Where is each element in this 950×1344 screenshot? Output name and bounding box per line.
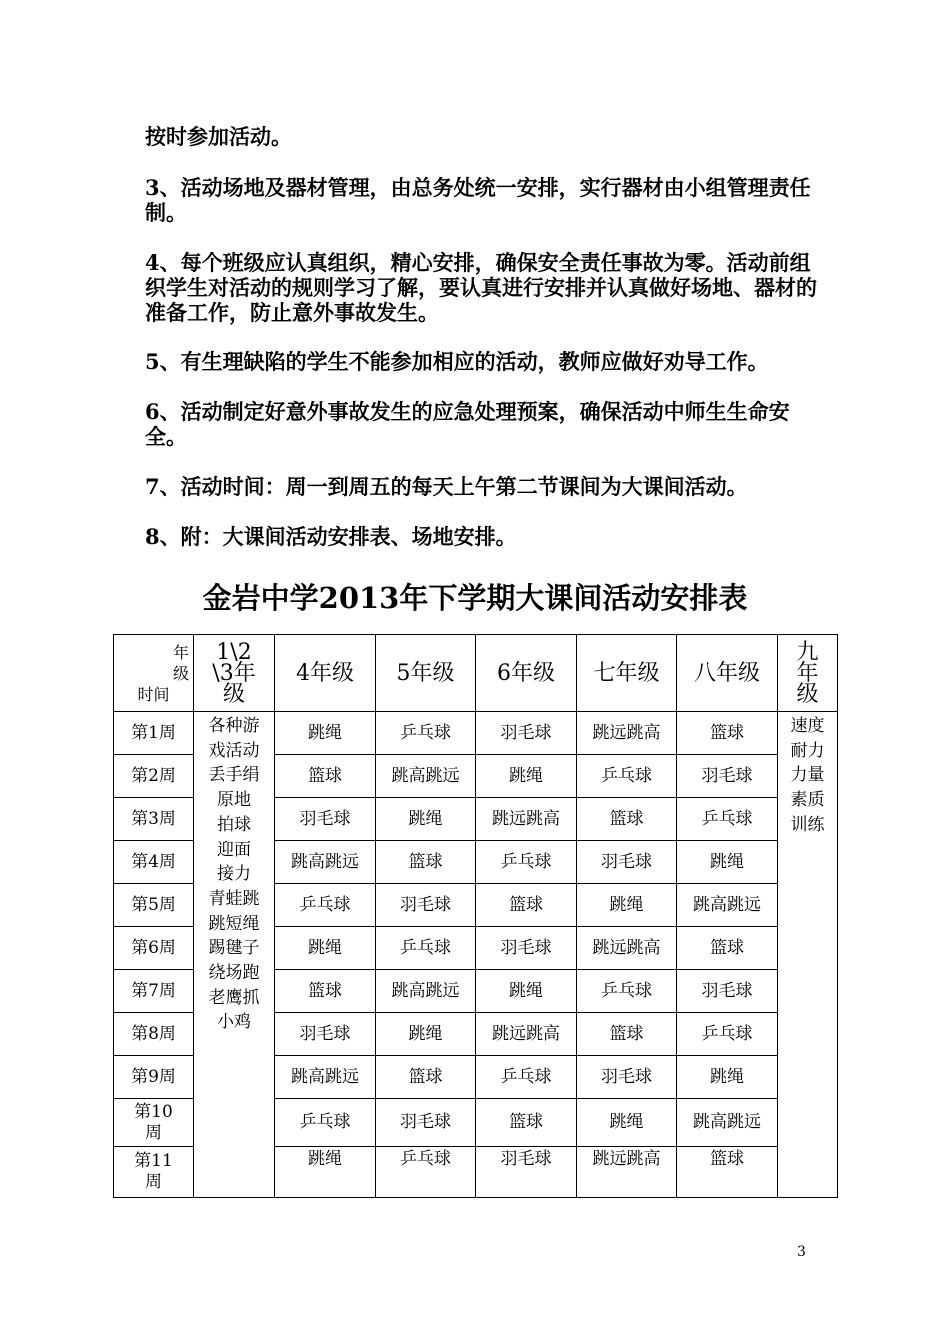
corner-cell <box>114 635 194 712</box>
paragraph-3: 3、活动场地及器材管理，由总务处统一安排，实行器材由小组管理责任制。 <box>145 175 811 225</box>
activity-cell: 羽毛球 <box>275 798 376 841</box>
activity-cell: 乒乓球 <box>376 927 476 970</box>
table-title: 金岩中学2013年下学期大课间活动安排表 <box>202 581 748 615</box>
activity-cell: 乒乓球 <box>476 841 577 884</box>
week-cell: 第11周 <box>114 1147 194 1198</box>
activity-cell: 跳高跳远 <box>677 884 778 927</box>
grade-1-3-activity-line: 老鹰抓 <box>208 987 260 1008</box>
activity-cell: 篮球 <box>577 1013 677 1056</box>
activity-cell: 篮球 <box>677 712 778 755</box>
activity-cell: 篮球 <box>376 1056 476 1099</box>
activity-cell: 跳高跳远 <box>677 1099 778 1147</box>
activity-cell: 跳远跳高 <box>476 798 577 841</box>
grade-1-3-activity-line: 接力 <box>217 864 251 885</box>
grade-1-3-activity-line: 各种游 <box>208 716 260 736</box>
week-cell: 第9周 <box>114 1056 194 1099</box>
table-row <box>114 712 838 755</box>
activity-cell: 羽毛球 <box>577 841 677 884</box>
grade-1-3-activity-line: 戏活动 <box>208 740 260 761</box>
activity-cell: 篮球 <box>476 1099 577 1147</box>
grade-1-3-activity-line: 踢毽子 <box>208 938 260 959</box>
activity-cell: 羽毛球 <box>476 1147 577 1198</box>
activity-cell: 乒乓球 <box>376 712 476 755</box>
activity-cell: 羽毛球 <box>577 1056 677 1099</box>
grade-1-3-activity-line: 迎面 <box>217 839 251 860</box>
activity-cell: 乒乓球 <box>677 798 778 841</box>
grade-9-activity-line: 耐力 <box>790 740 825 761</box>
activity-cell: 跳绳 <box>577 884 677 927</box>
paragraph-8: 8、附：大课间活动安排表、场地安排。 <box>145 524 517 549</box>
activity-cell: 篮球 <box>677 1147 778 1198</box>
paragraph-4: 4、每个班级应认真组织，精心安排，确保安全责任事故为零。活动前组织学生对活动的规则学习了解，要认真进行安排并认真做好场地、器材的准备工作，防止意外事故发生。 <box>145 250 817 325</box>
grade-1-3-activity-line: 青蛙跳 <box>208 888 260 909</box>
week-cell: 第10周 <box>114 1099 194 1147</box>
activity-cell: 羽毛球 <box>677 970 778 1013</box>
corner-time-label: 时间 <box>137 684 170 704</box>
activity-cell: 乒乓球 <box>275 1099 376 1147</box>
grade-9-activity-line: 速度 <box>790 716 825 736</box>
activity-cell: 羽毛球 <box>275 1013 376 1056</box>
header-grade-7: 七年级 <box>577 635 677 712</box>
activity-cell: 乒乓球 <box>376 1147 476 1198</box>
activity-schedule-table <box>113 634 838 1198</box>
week-cell: 第1周 <box>114 712 194 755</box>
grade-1-3-activity-line: 小鸡 <box>217 1012 251 1033</box>
paragraph-7: 7、活动时间：周一到周五的每天上午第二节课间为大课间活动。 <box>145 474 748 499</box>
corner-grade-label: 年级 <box>173 642 190 683</box>
activity-cell: 羽毛球 <box>476 927 577 970</box>
grade-1-3-activities <box>194 712 275 1198</box>
activity-cell: 羽毛球 <box>476 712 577 755</box>
grade-9-activity-line: 力量 <box>790 765 825 786</box>
activity-cell: 跳绳 <box>577 1099 677 1147</box>
activity-cell: 跳绳 <box>376 798 476 841</box>
activity-cell: 跳远跳高 <box>577 927 677 970</box>
activity-cell: 跳高跳远 <box>376 970 476 1013</box>
week-cell: 第4周 <box>114 841 194 884</box>
grade-1-3-activity-line: 丢手绢 <box>208 765 260 786</box>
activity-cell: 跳绳 <box>275 712 376 755</box>
activity-cell: 羽毛球 <box>677 755 778 798</box>
activity-cell: 跳高跳远 <box>275 1056 376 1099</box>
activity-cell: 篮球 <box>275 755 376 798</box>
activity-cell: 篮球 <box>476 884 577 927</box>
activity-cell: 跳绳 <box>275 927 376 970</box>
activity-cell: 篮球 <box>577 798 677 841</box>
activity-cell: 羽毛球 <box>376 884 476 927</box>
grade-1-3-activity-line: 绕场跑 <box>208 963 260 984</box>
header-grade-9: 九年级 <box>778 635 838 712</box>
header-grade-4: 4年级 <box>275 635 376 712</box>
activity-cell: 跳高跳远 <box>376 755 476 798</box>
activity-cell: 乒乓球 <box>577 755 677 798</box>
activity-cell: 跳远跳高 <box>577 712 677 755</box>
header-grade-5: 5年级 <box>376 635 476 712</box>
week-cell: 第8周 <box>114 1013 194 1056</box>
week-cell: 第2周 <box>114 755 194 798</box>
activity-cell: 羽毛球 <box>376 1099 476 1147</box>
paragraph-6: 6、活动制定好意外事故发生的应急处理预案，确保活动中师生生命安全。 <box>145 399 790 449</box>
week-cell: 第6周 <box>114 927 194 970</box>
activity-cell: 跳绳 <box>677 1056 778 1099</box>
activity-cell: 乒乓球 <box>577 970 677 1013</box>
activity-cell: 篮球 <box>677 927 778 970</box>
header-grade-6: 6年级 <box>476 635 577 712</box>
grade-1-3-activity-line: 跳短绳 <box>208 913 260 934</box>
week-cell: 第3周 <box>114 798 194 841</box>
week-cell: 第7周 <box>114 970 194 1013</box>
activity-cell: 篮球 <box>275 970 376 1013</box>
activity-cell: 篮球 <box>376 841 476 884</box>
grade-1-3-activity-line: 原地 <box>217 790 251 811</box>
grade-9-activity-line: 训练 <box>790 814 825 835</box>
activity-cell: 跳绳 <box>476 970 577 1013</box>
week-cell: 第5周 <box>114 884 194 927</box>
paragraph-1: 按时参加活动。 <box>145 124 292 149</box>
activity-cell: 跳远跳高 <box>476 1013 577 1056</box>
page-number: 3 <box>797 1244 806 1260</box>
activity-cell: 乒乓球 <box>677 1013 778 1056</box>
activity-cell: 跳远跳高 <box>577 1147 677 1198</box>
activity-cell: 乒乓球 <box>476 1056 577 1099</box>
header-grade-8: 八年级 <box>677 635 778 712</box>
header-grade-1-3: 1\2\3年级 <box>194 635 275 712</box>
activity-cell: 跳绳 <box>275 1147 376 1198</box>
grade-9-activities <box>778 712 838 1198</box>
paragraph-5: 5、有生理缺陷的学生不能参加相应的活动，教师应做好劝导工作。 <box>145 349 769 374</box>
header-row <box>114 635 838 712</box>
activity-cell: 乒乓球 <box>275 884 376 927</box>
activity-cell: 跳高跳远 <box>275 841 376 884</box>
activity-cell: 跳绳 <box>677 841 778 884</box>
grade-9-activity-line: 素质 <box>790 790 825 811</box>
activity-cell: 跳绳 <box>476 755 577 798</box>
grade-1-3-activity-line: 拍球 <box>217 814 251 835</box>
activity-cell: 跳绳 <box>376 1013 476 1056</box>
